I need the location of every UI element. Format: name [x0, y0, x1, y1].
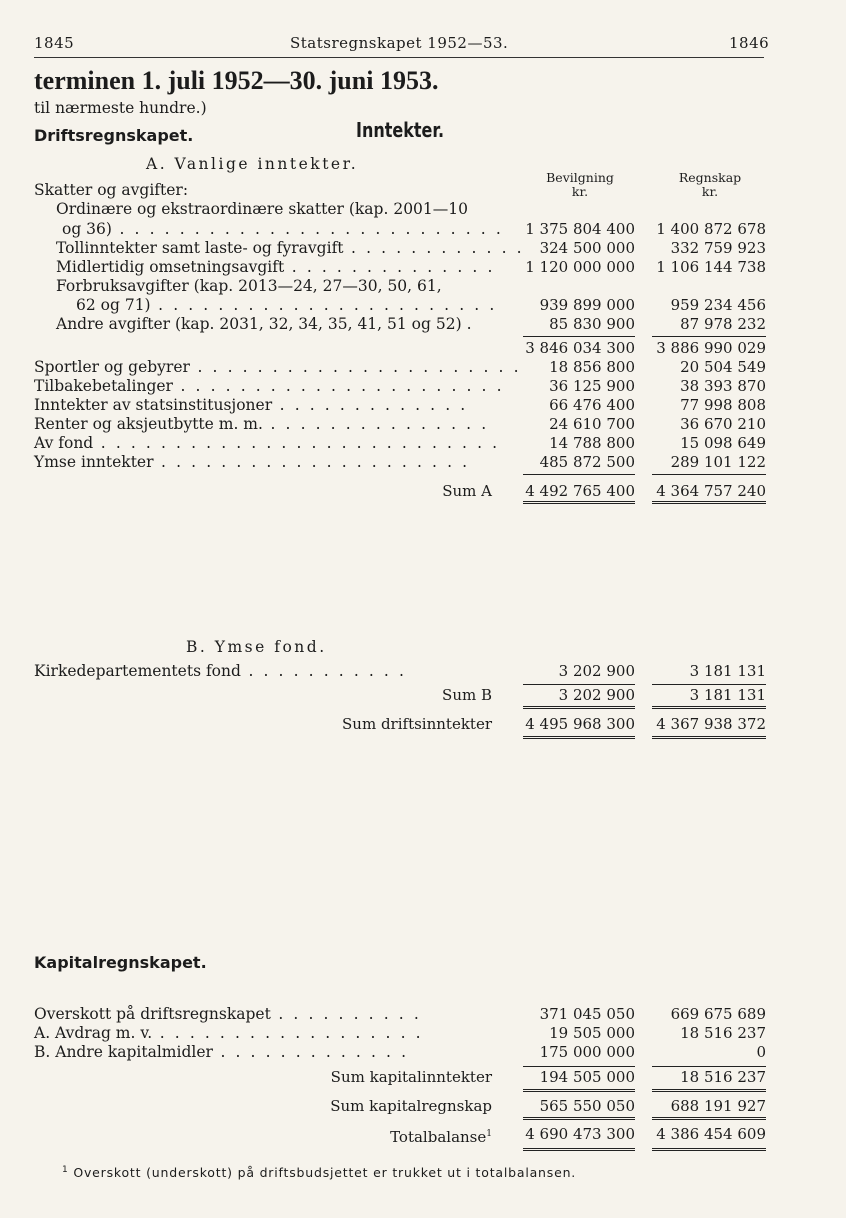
sum-kapital-double-rule — [652, 1089, 766, 1092]
sum-a-double-rule — [652, 501, 766, 504]
sum-a-rule-regnskap — [652, 474, 766, 475]
sum-kapitalinntekter-row: Sum kapitalinntekter 194 505 000 18 516 237 — [330, 1068, 766, 1086]
total-double-rule — [652, 736, 766, 739]
table-row: Andre avgifter (kap. 2031, 32, 34, 35, 41, 51 og 52) . 85 830 900 87 978 232 — [56, 315, 766, 333]
sum-kapital-rule — [523, 1066, 635, 1067]
part-b-heading: B. Ymse fond. — [186, 638, 327, 656]
subtotal-rule-bevilgning — [523, 336, 635, 337]
sum-b-rule — [652, 684, 766, 685]
table-row: Inntekter av statsinstitusjoner . . . . . . . . . . . . . 66 476 400 77 998 808 — [34, 396, 766, 414]
running-header: Statsregnskapet 1952—53. — [290, 34, 509, 52]
page-title: terminen 1. juli 1952—30. juni 1953. — [34, 66, 439, 95]
totalbalanse-double-rule — [523, 1148, 635, 1151]
section-driftsregnskapet: Driftsregnskapet. — [34, 126, 194, 145]
section-inntekter: Inntekter. — [356, 118, 445, 142]
footnote: $^1$ Overskott (underskott) på driftsbudsjettet er trukket ut i totalbalansen. — [62, 1165, 577, 1181]
page-number-right: 1846 — [729, 34, 770, 52]
table-row: Tilbakebetalinger . . . . . . . . . . . . . . . . . . . . . . 36 125 900 38 393 870 — [34, 377, 766, 395]
group-heading: Skatter og avgifter: — [34, 181, 189, 199]
totalbalanse-double-rule — [652, 1148, 766, 1151]
sum-driftsinntekter-row: Sum driftsinntekter 4 495 968 300 4 367 938 372 — [342, 715, 766, 733]
sum-b-double-rule — [652, 706, 766, 709]
table-row: A. Avdrag m. v. . . . . . . . . . . . . . . . . . . 19 505 000 18 516 237 — [34, 1024, 766, 1042]
sum-kapitalregnskap-row: Sum kapitalregnskap 565 550 050 688 191 927 — [330, 1097, 766, 1115]
sum-b-double-rule — [523, 706, 635, 709]
totalbalanse-row: Totalbalanse$^1$ 4 690 473 300 4 386 454 609 — [390, 1125, 766, 1146]
table-row: Overskott på driftsregnskapet . . . . . . . . . . 371 045 050 669 675 689 — [34, 1005, 766, 1023]
page-number-left: 1845 — [34, 34, 75, 52]
sum-kapital-double-rule — [523, 1089, 635, 1092]
table-row: Tollinntekter samt laste- og fyravgift . . . . . . . . . . . . 324 500 000 332 759 923 — [56, 239, 766, 257]
table-row: Av fond . . . . . . . . . . . . . . . . . . . . . . . . . . . 14 788 800 15 098 649 — [34, 434, 766, 452]
table-row: Midlertidig omsetningsavgift . . . . . . . . . . . . . . 1 120 000 000 1 106 144 738 — [56, 258, 766, 276]
header-rule — [34, 57, 764, 58]
table-row: Sportler og gebyrer . . . . . . . . . . . . . . . . . . . . . . 18 856 800 20 504 549 — [34, 358, 766, 376]
subtotal-row: 3 846 034 300 3 886 990 029 — [525, 339, 766, 357]
sum-kapital-rule — [652, 1066, 766, 1067]
subtitle: til nærmeste hundre.) — [34, 99, 207, 117]
section-kapitalregnskapet: Kapitalregnskapet. — [34, 953, 207, 972]
total-double-rule — [523, 736, 635, 739]
table-row: Ymse inntekter . . . . . . . . . . . . . . . . . . . . . 485 872 500 289 101 122 — [34, 453, 766, 471]
subtotal-rule-regnskap — [652, 336, 766, 337]
sum-a-rule-bevilgning — [523, 474, 635, 475]
part-a-heading: A. Vanlige inntekter. — [146, 155, 359, 173]
sum-a-row: Sum A 4 492 765 400 4 364 757 240 — [442, 482, 766, 500]
sum-a-double-rule — [523, 501, 635, 504]
table-row: og 36) . . . . . . . . . . . . . . . . . . . . . . . . . . 1 375 804 400 1 400 872 678 — [62, 220, 766, 238]
sum-regnskap-double-rule — [652, 1117, 766, 1120]
column-header-regnskap: Regnskap kr. — [678, 170, 742, 199]
column-header-bevilgning: Bevilgning kr. — [546, 170, 614, 199]
sum-regnskap-double-rule — [523, 1117, 635, 1120]
table-row: 62 og 71) . . . . . . . . . . . . . . . . . . . . . . . 939 899 000 959 234 456 — [76, 296, 766, 314]
table-row: B. Andre kapitalmidler . . . . . . . . . . . . . 175 000 000 0 — [34, 1043, 766, 1061]
table-row: Forbruksavgifter (kap. 2013—24, 27—30, 50, 61, — [56, 277, 442, 295]
sum-b-row: Sum B 3 202 900 3 181 131 — [442, 686, 766, 704]
table-row: Ordinære og ekstraordinære skatter (kap. 2001—10 — [56, 200, 468, 218]
table-row: Renter og aksjeutbytte m. m. . . . . . . . . . . . . . . . 24 610 700 36 670 210 — [34, 415, 766, 433]
sum-b-rule — [523, 684, 635, 685]
table-row: Kirkedepartementets fond . . . . . . . . . . . 3 202 900 3 181 131 — [34, 662, 766, 680]
